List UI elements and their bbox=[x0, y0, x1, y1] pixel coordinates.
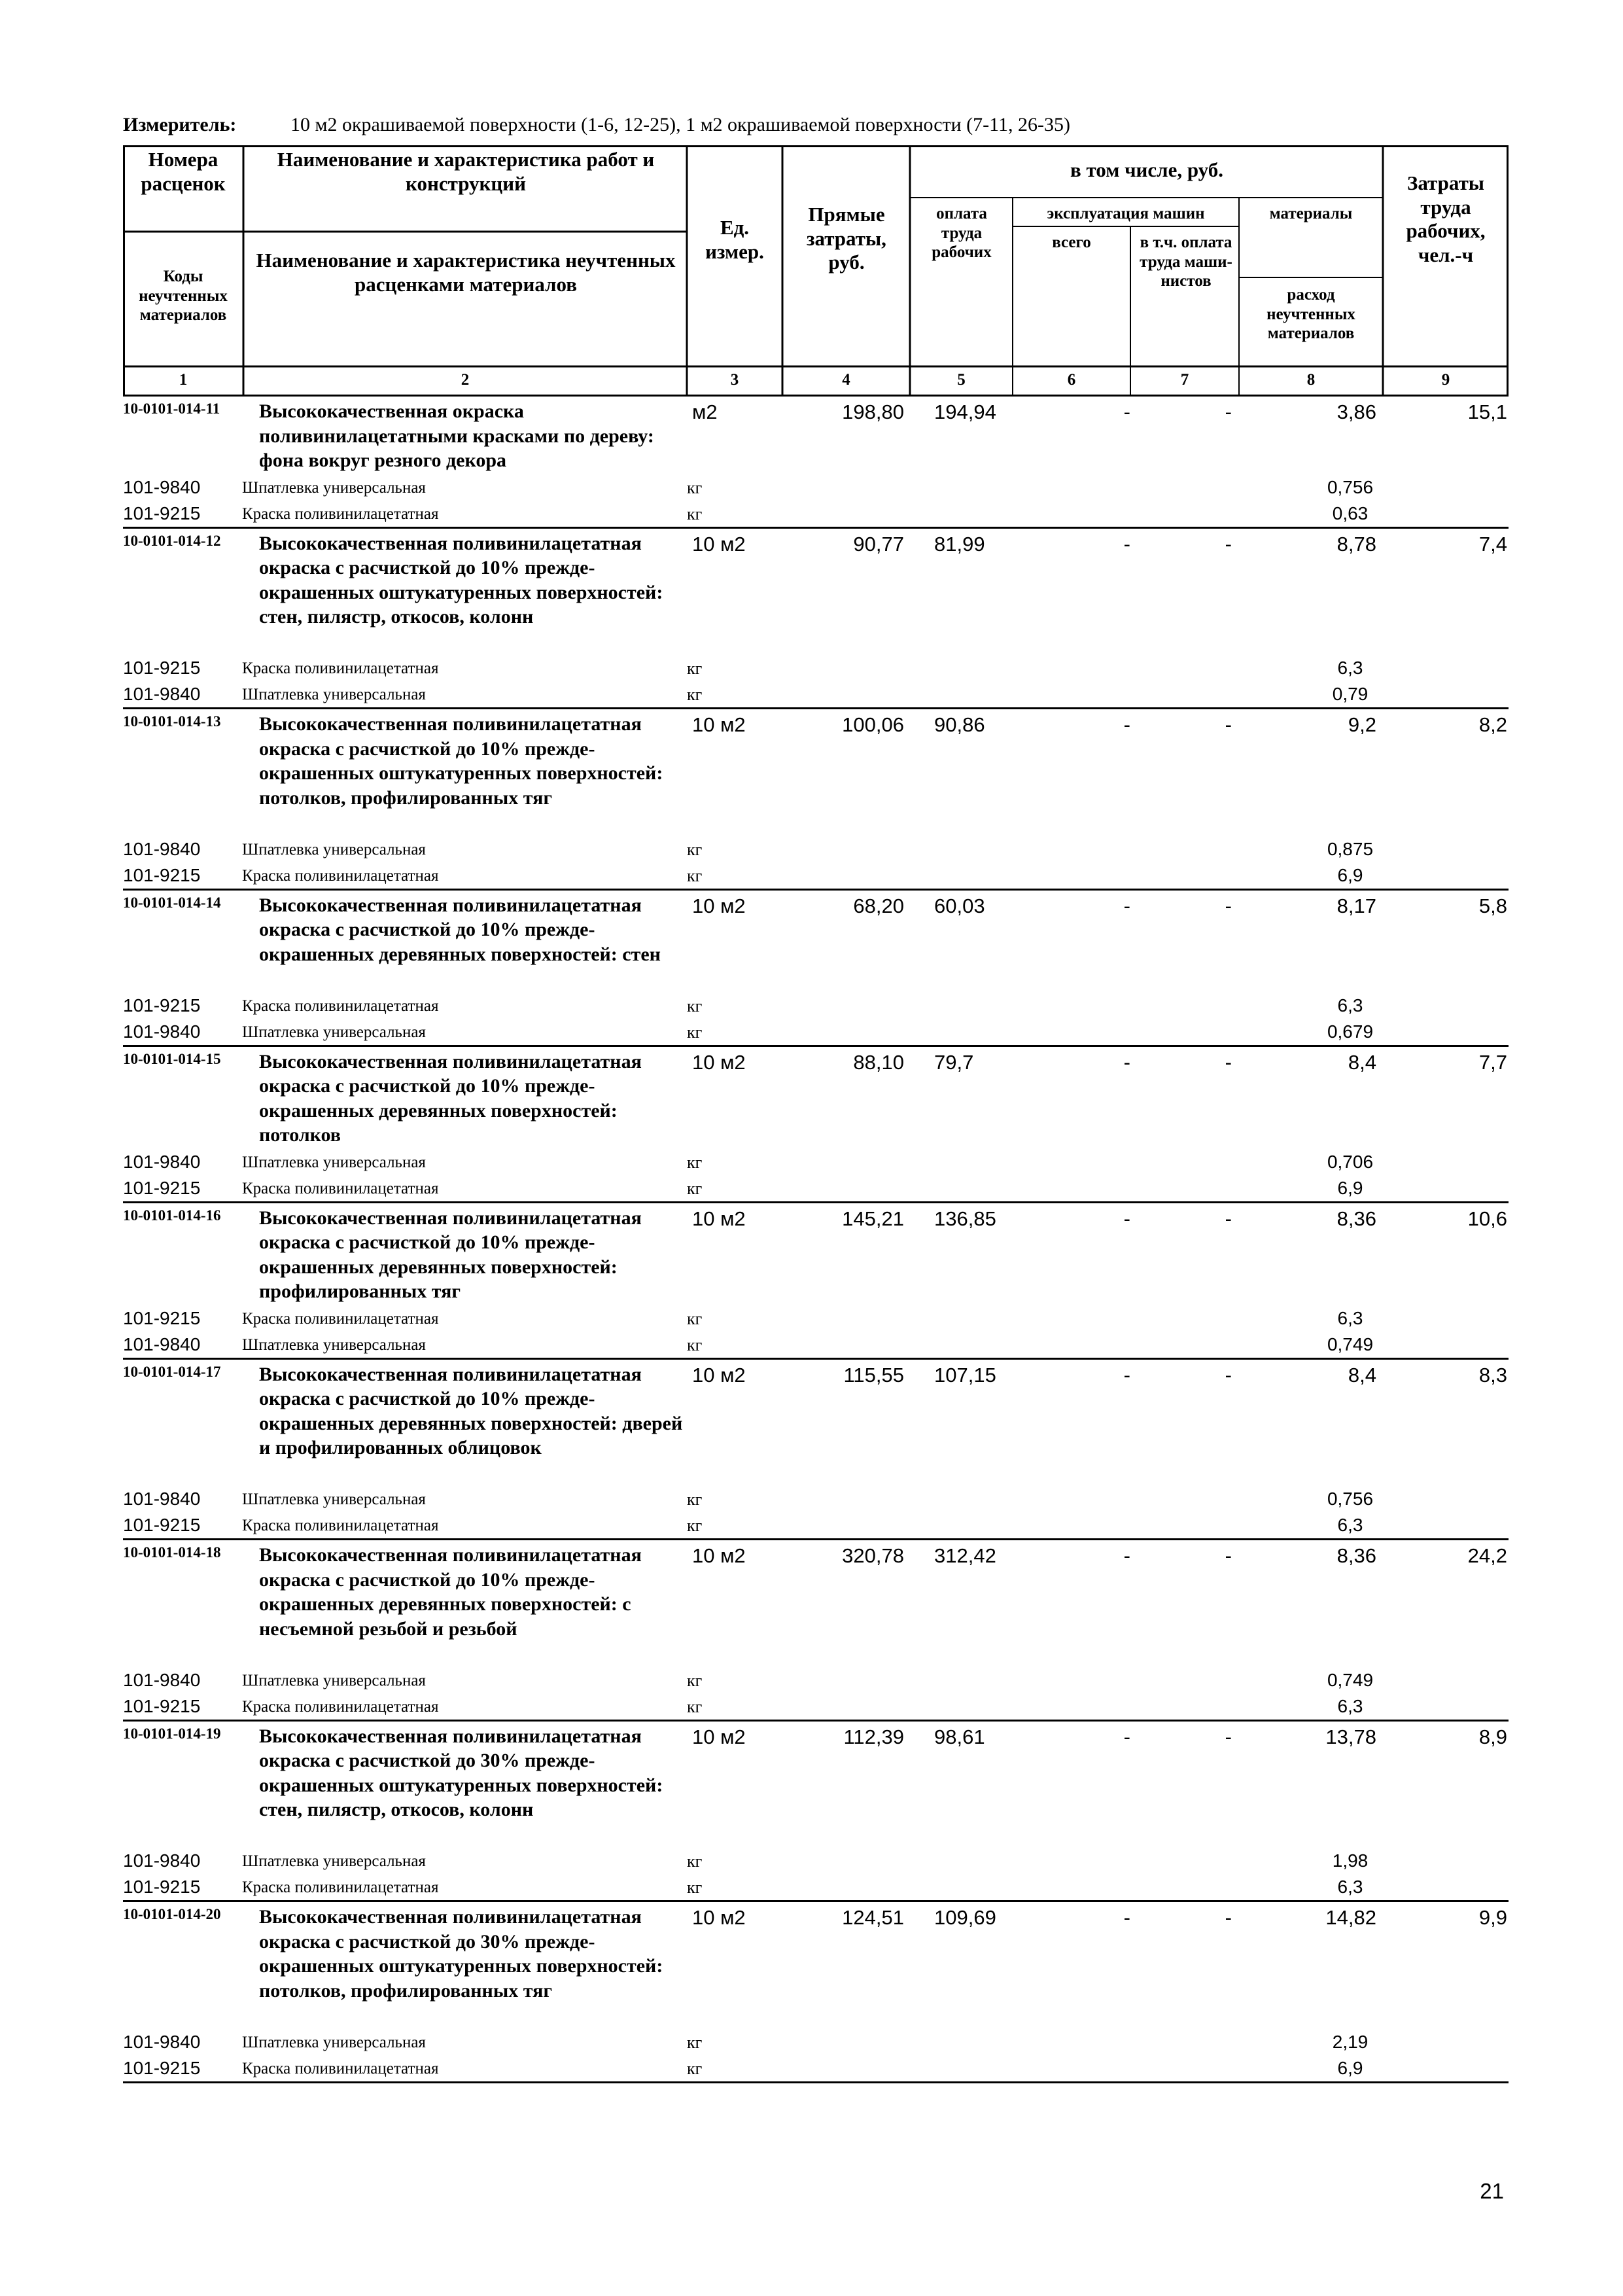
wages: 79,7 bbox=[934, 1050, 974, 1074]
material-name: Шпатлевка универсальная bbox=[242, 478, 426, 497]
unit: 10 м2 bbox=[692, 894, 746, 917]
machines-wages: - bbox=[1225, 713, 1232, 736]
wages: 312,42 bbox=[934, 1544, 996, 1567]
material-row bbox=[123, 655, 1509, 681]
header-machines-wages: в т.ч. оплата труда маши-нистов bbox=[1140, 234, 1232, 290]
labor: 8,3 bbox=[1478, 1363, 1507, 1386]
wages: 194,94 bbox=[934, 400, 996, 423]
machines-total: - bbox=[1123, 713, 1130, 736]
rate-code: 10-0101-014-18 bbox=[123, 1544, 221, 1561]
unit: 10 м2 bbox=[692, 1207, 746, 1230]
material-value: 6,3 bbox=[1337, 1515, 1363, 1535]
measure-text: 10 м2 окрашиваемой поверхности (1-6, 12-25), 1 м2 окрашиваемой поверхности (7-11, 26-35) bbox=[290, 114, 1071, 135]
work-name: Высококачественная поливинилацетатная окраска с расчисткой до 10% преждеокрашенных деревянных поверхностей: профилированных тяг bbox=[259, 1207, 642, 1302]
table-row bbox=[123, 1538, 1509, 1667]
machines-wages: - bbox=[1225, 1544, 1232, 1567]
wages: 136,85 bbox=[934, 1207, 996, 1230]
unit: 10 м2 bbox=[692, 1906, 746, 1929]
material-row bbox=[123, 1693, 1509, 1720]
machines-wages: - bbox=[1225, 894, 1232, 917]
material-value: 0,63 bbox=[1332, 503, 1369, 523]
header-materials: материалы bbox=[1269, 205, 1353, 222]
materials: 13,78 bbox=[1325, 1725, 1376, 1748]
machines-total: - bbox=[1123, 1207, 1130, 1230]
header-incl: в том числе, руб. bbox=[1070, 158, 1223, 181]
material-value: 6,3 bbox=[1337, 995, 1363, 1016]
material-name: Краска поливинилацетатная bbox=[242, 997, 439, 1015]
unit: 10 м2 bbox=[692, 1544, 746, 1567]
material-row bbox=[123, 1149, 1509, 1175]
material-name: Краска поливинилацетатная bbox=[242, 2059, 439, 2077]
table-row bbox=[123, 1900, 1509, 2029]
material-code: 101-9840 bbox=[123, 1489, 201, 1509]
labor: 8,2 bbox=[1478, 713, 1507, 736]
rate-code: 10-0101-014-16 bbox=[123, 1207, 221, 1224]
material-name: Краска поливинилацетатная bbox=[242, 504, 439, 523]
material-code: 101-9840 bbox=[123, 2031, 201, 2052]
table-row bbox=[123, 1720, 1509, 1848]
material-unit: кг bbox=[687, 1152, 703, 1172]
materials: 8,36 bbox=[1336, 1544, 1376, 1567]
direct-cost: 198,80 bbox=[842, 400, 904, 423]
wages: 90,86 bbox=[934, 713, 985, 736]
header-number: 5 bbox=[957, 371, 966, 389]
header-number: 3 bbox=[730, 371, 739, 389]
direct-cost: 320,78 bbox=[842, 1544, 904, 1567]
labor: 24,2 bbox=[1467, 1544, 1507, 1567]
material-unit: кг bbox=[687, 1309, 703, 1328]
material-row bbox=[123, 862, 1509, 889]
materials: 9,2 bbox=[1348, 713, 1376, 736]
material-code: 101-9840 bbox=[123, 838, 201, 859]
materials: 8,4 bbox=[1348, 1363, 1376, 1386]
work-name: Высококачественная поливинилацетатная окраска с расчисткой до 10% преждеокрашенных оштукатуренных поверхностей: стен, пилястр, откосов, колонн bbox=[259, 532, 663, 627]
material-name: Шпатлевка универсальная bbox=[242, 1671, 426, 1689]
material-row bbox=[123, 501, 1509, 527]
material-code: 101-9840 bbox=[123, 1333, 201, 1354]
direct-cost: 68,20 bbox=[853, 894, 904, 917]
material-code: 101-9215 bbox=[123, 1695, 201, 1716]
header-col2-top: Наименование и характеристика работ и конструкций bbox=[277, 148, 655, 195]
header-number: 4 bbox=[842, 371, 850, 389]
material-name: Краска поливинилацетатная bbox=[242, 1309, 439, 1328]
labor: 7,4 bbox=[1478, 532, 1507, 556]
unit: 10 м2 bbox=[692, 1363, 746, 1386]
material-unit: кг bbox=[687, 1878, 703, 1897]
header-number: 9 bbox=[1441, 371, 1450, 389]
material-code: 101-9215 bbox=[123, 2057, 201, 2078]
materials: 8,36 bbox=[1336, 1207, 1376, 1230]
material-name: Краска поливинилацетатная bbox=[242, 1879, 439, 1896]
material-row bbox=[123, 1019, 1509, 1045]
machines-total: - bbox=[1123, 1906, 1130, 1929]
materials: 14,82 bbox=[1325, 1906, 1376, 1929]
materials: 8,78 bbox=[1336, 532, 1376, 556]
rate-code: 10-0101-014-11 bbox=[123, 400, 220, 417]
machines-wages: - bbox=[1225, 1207, 1232, 1230]
material-row bbox=[123, 993, 1509, 1019]
header-machines: эксплуатация машин bbox=[1047, 205, 1205, 222]
wages: 109,69 bbox=[934, 1906, 996, 1929]
material-name: Краска поливинилацетатная bbox=[242, 1697, 439, 1716]
rate-code: 10-0101-014-17 bbox=[123, 1363, 221, 1380]
material-code: 101-9215 bbox=[123, 1877, 201, 1897]
wages: 60,03 bbox=[934, 894, 985, 917]
material-name: Краска поливинилацетатная bbox=[242, 1517, 439, 1534]
material-code: 101-9840 bbox=[123, 1850, 201, 1871]
material-code: 101-9215 bbox=[123, 995, 201, 1016]
machines-wages: - bbox=[1225, 1363, 1232, 1386]
machines-total: - bbox=[1123, 1544, 1130, 1567]
material-unit: кг bbox=[687, 866, 703, 885]
material-value: 0,756 bbox=[1327, 1489, 1374, 1509]
material-unit: кг bbox=[687, 504, 703, 523]
material-unit: кг bbox=[687, 478, 703, 497]
material-value: 6,3 bbox=[1337, 1307, 1363, 1328]
work-name: Высококачественная поливинилацетатная окраска с расчисткой до 10% преждеокрашенных деревянных поверхностей: с несъемной резьбой и резьбой bbox=[259, 1544, 642, 1640]
material-unit: кг bbox=[687, 1022, 703, 1042]
machines-total: - bbox=[1123, 1050, 1130, 1074]
unit: 10 м2 bbox=[692, 532, 746, 556]
unit: 10 м2 bbox=[692, 1725, 746, 1748]
table-row bbox=[123, 397, 1509, 474]
material-name: Краска поливинилацетатная bbox=[242, 660, 439, 677]
machines-wages: - bbox=[1225, 1725, 1232, 1748]
material-row bbox=[123, 1848, 1509, 1874]
material-row bbox=[123, 1512, 1509, 1538]
measure-line bbox=[123, 114, 1071, 136]
material-code: 101-9840 bbox=[123, 476, 201, 497]
unit: м2 bbox=[692, 400, 718, 423]
material-name: Шпатлевка универсальная bbox=[242, 1491, 426, 1508]
material-row bbox=[123, 1486, 1509, 1512]
table-row bbox=[123, 527, 1509, 656]
wages: 107,15 bbox=[934, 1363, 996, 1386]
direct-cost: 145,21 bbox=[842, 1207, 904, 1230]
work-name: Высококачественная поливинилацетатная окраска с расчисткой до 30% преждеокрашенных оштукатуренных поверхностей: стен, пилястр, откосов, колонн bbox=[259, 1725, 663, 1820]
header-labor: Затраты труда рабочих, чел.-ч bbox=[1406, 171, 1486, 266]
direct-cost: 100,06 bbox=[842, 713, 904, 736]
direct-cost: 115,55 bbox=[843, 1363, 904, 1386]
material-value: 2,19 bbox=[1332, 2031, 1369, 2052]
table-row bbox=[123, 707, 1509, 836]
material-value: 6,9 bbox=[1337, 864, 1363, 885]
table-header bbox=[123, 145, 1509, 397]
header-number: 2 bbox=[461, 371, 470, 389]
material-row bbox=[123, 681, 1509, 707]
header-col1-top: Номера расценок bbox=[141, 148, 226, 195]
labor: 5,8 bbox=[1478, 894, 1507, 917]
measure-label: Измеритель: bbox=[123, 114, 237, 135]
material-value: 0,749 bbox=[1327, 1333, 1374, 1354]
material-value: 0,749 bbox=[1327, 1669, 1374, 1690]
labor: 15,1 bbox=[1467, 400, 1507, 423]
material-unit: кг bbox=[687, 1516, 703, 1535]
material-unit: кг bbox=[687, 659, 703, 678]
material-value: 6,3 bbox=[1337, 1695, 1363, 1716]
material-code: 101-9215 bbox=[123, 1177, 201, 1198]
material-value: 0,756 bbox=[1327, 476, 1374, 497]
rate-code: 10-0101-014-15 bbox=[123, 1050, 221, 1067]
labor: 7,7 bbox=[1478, 1050, 1507, 1074]
machines-total: - bbox=[1123, 400, 1130, 423]
material-unit: кг bbox=[687, 1335, 703, 1354]
header-number: 7 bbox=[1180, 371, 1189, 389]
direct-cost: 90,77 bbox=[853, 532, 904, 556]
material-value: 0,679 bbox=[1327, 1021, 1374, 1042]
material-unit: кг bbox=[687, 996, 703, 1016]
material-name: Шпатлевка универсальная bbox=[242, 1153, 426, 1171]
material-unit: кг bbox=[687, 1490, 703, 1509]
machines-wages: - bbox=[1225, 1050, 1232, 1074]
rate-code: 10-0101-014-20 bbox=[123, 1906, 221, 1922]
header-machines-total: всего bbox=[1052, 234, 1091, 251]
wages: 98,61 bbox=[934, 1725, 985, 1748]
material-row bbox=[123, 2029, 1509, 2055]
header-materials-unaccounted: расход неучтенных материалов bbox=[1266, 286, 1355, 342]
table-row bbox=[123, 1358, 1509, 1487]
table-row bbox=[123, 1045, 1509, 1149]
machines-wages: - bbox=[1225, 532, 1232, 556]
material-unit: кг bbox=[687, 1697, 703, 1716]
direct-cost: 124,51 bbox=[842, 1906, 904, 1929]
material-code: 101-9215 bbox=[123, 503, 201, 523]
table-row bbox=[123, 1201, 1509, 1305]
material-unit: кг bbox=[687, 2032, 703, 2052]
header-col1-bottom: Коды неучтенных материалов bbox=[139, 268, 228, 324]
wages: 81,99 bbox=[934, 532, 985, 556]
material-code: 101-9215 bbox=[123, 1307, 201, 1328]
material-row bbox=[123, 1305, 1509, 1332]
work-name: Высококачественная поливинилацетатная окраска с расчисткой до 10% преждеокрашенных оштукатуренных поверхностей: потолков, профилированных тяг bbox=[259, 713, 663, 809]
header-number: 6 bbox=[1067, 371, 1076, 389]
material-name: Краска поливинилацетатная bbox=[242, 866, 439, 885]
table-body bbox=[123, 397, 1509, 2083]
material-code: 101-9840 bbox=[123, 1151, 201, 1172]
rate-code: 10-0101-014-12 bbox=[123, 532, 221, 549]
material-row bbox=[123, 1175, 1509, 1201]
material-row bbox=[123, 836, 1509, 862]
materials: 8,4 bbox=[1348, 1050, 1376, 1074]
materials: 3,86 bbox=[1336, 400, 1376, 423]
material-row bbox=[123, 1874, 1509, 1900]
table-row bbox=[123, 889, 1509, 993]
material-code: 101-9840 bbox=[123, 684, 201, 704]
labor: 9,9 bbox=[1478, 1906, 1507, 1929]
material-name: Краска поливинилацетатная bbox=[242, 1179, 439, 1197]
header-number: 1 bbox=[179, 371, 188, 389]
material-value: 0,79 bbox=[1332, 684, 1369, 704]
header-col2-bottom: Наименование и характеристика неучтенных расценками материалов bbox=[256, 249, 676, 296]
unit: 10 м2 bbox=[692, 713, 746, 736]
machines-total: - bbox=[1123, 1363, 1130, 1386]
rate-code: 10-0101-014-13 bbox=[123, 713, 221, 730]
material-name: Шпатлевка универсальная bbox=[242, 1335, 426, 1354]
rate-code: 10-0101-014-14 bbox=[123, 894, 221, 911]
material-code: 101-9215 bbox=[123, 1515, 201, 1535]
unit: 10 м2 bbox=[692, 1050, 746, 1074]
material-value: 6,3 bbox=[1337, 658, 1363, 678]
header-wages: оплата труда рабочих bbox=[932, 205, 992, 261]
page-number: 21 bbox=[1480, 2179, 1504, 2203]
material-value: 6,3 bbox=[1337, 1877, 1363, 1897]
machines-wages: - bbox=[1225, 1906, 1232, 1929]
labor: 8,9 bbox=[1478, 1725, 1507, 1748]
material-unit: кг bbox=[687, 839, 703, 859]
material-row bbox=[123, 1667, 1509, 1693]
material-row bbox=[123, 1332, 1509, 1358]
direct-cost: 88,10 bbox=[853, 1050, 904, 1074]
material-value: 0,706 bbox=[1327, 1151, 1374, 1172]
material-unit: кг bbox=[687, 2058, 703, 2078]
labor: 10,6 bbox=[1467, 1207, 1507, 1230]
work-name: Высококачественная окраска поливинилацетатными красками по дереву: фона вокруг резного декора bbox=[259, 400, 654, 471]
work-name: Высококачественная поливинилацетатная окраска с расчисткой до 10% преждеокрашенных деревянных поверхностей: стен bbox=[259, 894, 661, 965]
rate-code: 10-0101-014-19 bbox=[123, 1725, 221, 1742]
material-code: 101-9840 bbox=[123, 1021, 201, 1042]
material-value: 6,9 bbox=[1337, 1177, 1363, 1198]
material-row bbox=[123, 474, 1509, 501]
header-number: 8 bbox=[1306, 371, 1316, 389]
machines-total: - bbox=[1123, 532, 1130, 556]
material-code: 101-9840 bbox=[123, 1669, 201, 1690]
material-unit: кг bbox=[687, 685, 703, 704]
table-bottom-rule bbox=[123, 2081, 1509, 2083]
work-name: Высококачественная поливинилацетатная окраска с расчисткой до 10% преждеокрашенных деревянных поверхностей: дверей и профилированных облицовок bbox=[259, 1363, 683, 1458]
materials: 8,17 bbox=[1336, 894, 1376, 917]
work-name: Высококачественная поливинилацетатная окраска с расчисткой до 30% преждеокрашенных оштукатуренных поверхностей: потолков, профилированных тяг bbox=[259, 1906, 663, 2002]
material-value: 1,98 bbox=[1332, 1850, 1369, 1871]
material-unit: кг bbox=[687, 1852, 703, 1871]
material-unit: кг bbox=[687, 1178, 703, 1198]
header-unit: Ед. измер. bbox=[705, 216, 764, 263]
direct-cost: 112,39 bbox=[843, 1725, 904, 1748]
material-name: Шпатлевка универсальная bbox=[242, 1023, 426, 1041]
machines-wages: - bbox=[1225, 400, 1232, 423]
material-code: 101-9215 bbox=[123, 658, 201, 678]
material-value: 6,9 bbox=[1337, 2057, 1363, 2078]
material-name: Шпатлевка универсальная bbox=[242, 2033, 426, 2051]
material-row bbox=[123, 2055, 1509, 2081]
work-name: Высококачественная поливинилацетатная окраска с расчисткой до 10% преждеокрашенных деревянных поверхностей: потолков bbox=[259, 1050, 642, 1146]
machines-total: - bbox=[1123, 894, 1130, 917]
material-value: 0,875 bbox=[1327, 838, 1374, 859]
material-code: 101-9215 bbox=[123, 864, 201, 885]
material-name: Шпатлевка универсальная bbox=[242, 686, 426, 703]
material-name: Шпатлевка универсальная bbox=[242, 840, 426, 858]
machines-total: - bbox=[1123, 1725, 1130, 1748]
material-unit: кг bbox=[687, 1670, 703, 1690]
header-direct: Прямые затраты, руб. bbox=[807, 203, 886, 274]
material-name: Шпатлевка универсальная bbox=[242, 1852, 426, 1870]
